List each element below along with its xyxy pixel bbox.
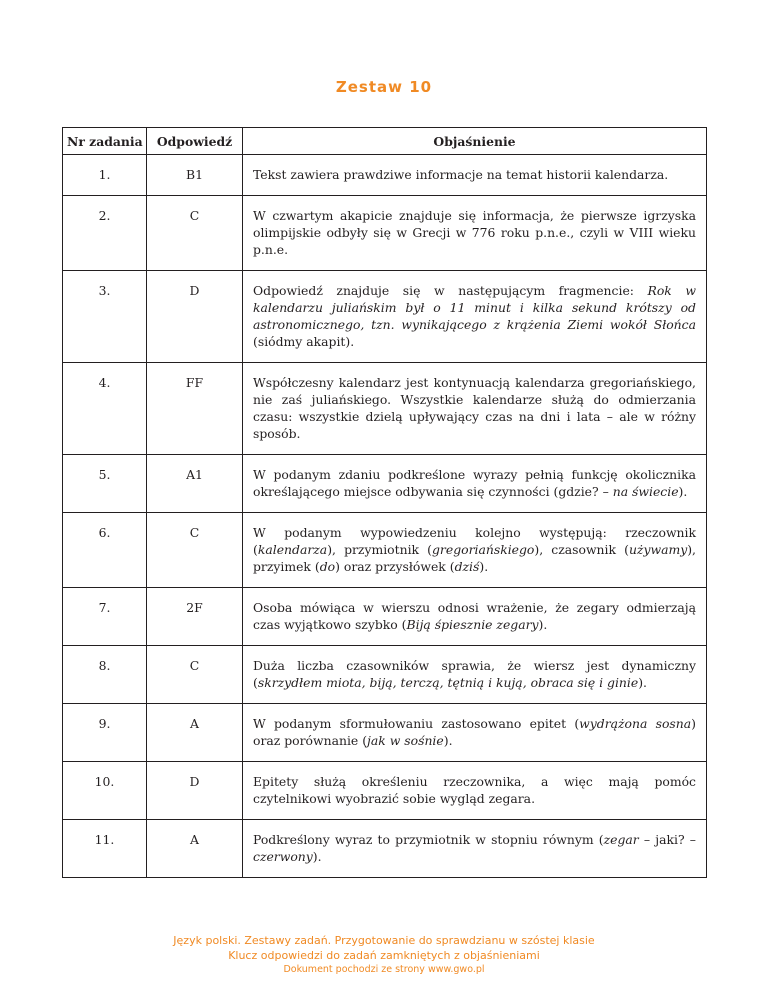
footer-source: Dokument pochodzi ze strony www.gwo.pl	[283, 964, 485, 975]
table-body	[63, 155, 707, 878]
explanation-segment: ).	[678, 484, 688, 499]
task-number: 6.	[63, 513, 147, 588]
explanation-segment: Osoba mówiąca w wierszu odnosi wrażenie, że zegary odmierzają czas wyjątkowo szybko (	[253, 600, 696, 632]
answer-value: C	[147, 513, 243, 588]
task-number: 9.	[63, 704, 147, 762]
explanation-text	[243, 762, 707, 820]
task-number: 4.	[63, 363, 147, 455]
explanation-text	[243, 455, 707, 513]
explanation-quote: kalendarza	[257, 542, 328, 557]
table-row	[63, 155, 707, 196]
explanation-quote: skrzydłem miota, biją, terczą, tętnią i kują, obraca się i ginie	[257, 675, 639, 690]
explanation-segment: Epitety służą określeniu rzeczownika, a więc mają pomóc czytelnikowi wyobrazić sobie wygląd zegara.	[253, 774, 696, 806]
header-task-number: Nr zadania	[63, 128, 147, 155]
explanation-text	[243, 155, 707, 196]
explanation-segment: ) oraz przysłówek (	[335, 559, 455, 574]
explanation-text	[243, 588, 707, 646]
answer-value: B1	[147, 155, 243, 196]
explanation-text	[243, 820, 707, 878]
header-explanation: Objaśnienie	[243, 128, 707, 155]
explanation-segment: W podanym sformułowaniu zastosowano epitet (	[253, 716, 580, 731]
explanation-text	[243, 363, 707, 455]
table-row	[63, 513, 707, 588]
explanation-quote: dziś	[454, 559, 480, 574]
footer-subtitle: Klucz odpowiedzi do zadań zamkniętych z objaśnieniami	[228, 949, 540, 962]
explanation-segment: ).	[312, 849, 322, 864]
answer-value: D	[147, 762, 243, 820]
explanation-quote: gregoriańskiego	[432, 542, 535, 557]
task-number: 8.	[63, 646, 147, 704]
table-row	[63, 455, 707, 513]
explanation-quote: Biją śpiesznie zegary	[406, 617, 539, 632]
explanation-segment: ), przyimek (	[253, 542, 696, 574]
explanation-segment: ).	[638, 675, 647, 690]
explanation-segment: ), przymiotnik (	[327, 542, 432, 557]
explanation-quote: jak w sośnie	[367, 733, 444, 748]
table-row	[63, 196, 707, 271]
explanation-text	[243, 704, 707, 762]
explanation-segment: ).	[538, 617, 548, 632]
answer-value: C	[147, 646, 243, 704]
explanation-text	[243, 196, 707, 271]
explanation-segment: Podkreślony wyraz to przymiotnik w stopniu równym (	[253, 832, 604, 847]
explanation-segment: ).	[443, 733, 453, 748]
footer-book-title: Język polski. Zestawy zadań. Przygotowanie do sprawdzianu w szóstej klasie	[173, 934, 595, 947]
answer-value: FF	[147, 363, 243, 455]
explanation-segment: W podanym wypowiedzeniu kolejno występują: rzeczownik (	[253, 525, 696, 557]
answer-value: D	[147, 271, 243, 363]
explanation-segment: ).	[479, 559, 489, 574]
header-answer: Odpowiedź	[147, 128, 243, 155]
explanation-text	[243, 646, 707, 704]
task-number: 11.	[63, 820, 147, 878]
table-row	[63, 704, 707, 762]
explanation-segment: W podanym zdaniu podkreślone wyrazy pełnią funkcję okolicznika określającego miejsce odbywania się czynności (gdzie? –	[253, 467, 696, 499]
explanation-quote: wydrążona sosna	[579, 716, 692, 731]
explanation-segment: (siódmy akapit).	[253, 334, 355, 349]
explanation-segment: Tekst zawiera prawdziwe informacje na temat historii kalendarza.	[253, 167, 669, 182]
table-row	[63, 271, 707, 363]
explanation-text	[243, 271, 707, 363]
task-number: 5.	[63, 455, 147, 513]
task-number: 1.	[63, 155, 147, 196]
task-number: 3.	[63, 271, 147, 363]
answer-value: C	[147, 196, 243, 271]
table-row	[63, 762, 707, 820]
explanation-quote: zegar	[603, 832, 639, 847]
answer-value: 2F	[147, 588, 243, 646]
table-row	[63, 820, 707, 878]
explanation-segment: Współczesny kalendarz jest kontynuacją kalendarza gregoriańskiego, nie zaś juliańskiego. Wszystkie kalendarze służą do odmierzania czasu: wszystkie dzielą upływający czas na dni i lata – ale w różny sposób.	[253, 375, 696, 441]
task-number: 7.	[63, 588, 147, 646]
explanation-segment: W czwartym akapicie znajduje się informacja, że pierwsze igrzyska olimpijskie odbyły się w Grecji w 776 roku p.n.e., czyli w VIII wieku p.n.e.	[253, 208, 696, 257]
answer-key-table	[62, 127, 707, 878]
explanation-segment: Odpowiedź znajduje się w następującym fragmencie:	[253, 283, 648, 298]
table-row	[63, 588, 707, 646]
explanation-quote: używamy	[628, 542, 688, 557]
explanation-segment: – jaki? –	[638, 832, 696, 847]
explanation-quote: na świecie	[612, 484, 679, 499]
explanation-text	[243, 513, 707, 588]
explanation-quote: czerwony	[253, 849, 313, 864]
page-title: Zestaw 10	[335, 78, 433, 96]
task-number: 10.	[63, 762, 147, 820]
task-number: 2.	[63, 196, 147, 271]
explanation-segment: ), czasownik (	[534, 542, 629, 557]
explanation-quote: Rok w kalendarzu juliańskim był o 11 minut i kilka sekund krótszy od astronomicznego, tzn. wynikającego z krążenia Ziemi wokół Słońca	[253, 283, 696, 332]
explanation-segment: Duża liczba czasowników sprawia, że wiersz jest dynamiczny (	[253, 658, 696, 690]
explanation-segment: ) oraz porównanie (	[253, 716, 697, 748]
table-row	[63, 363, 707, 455]
answer-value: A	[147, 820, 243, 878]
answer-value: A1	[147, 455, 243, 513]
answer-value: A	[147, 704, 243, 762]
table-row	[63, 646, 707, 704]
table-header-row	[63, 128, 707, 155]
explanation-quote: do	[319, 559, 336, 574]
